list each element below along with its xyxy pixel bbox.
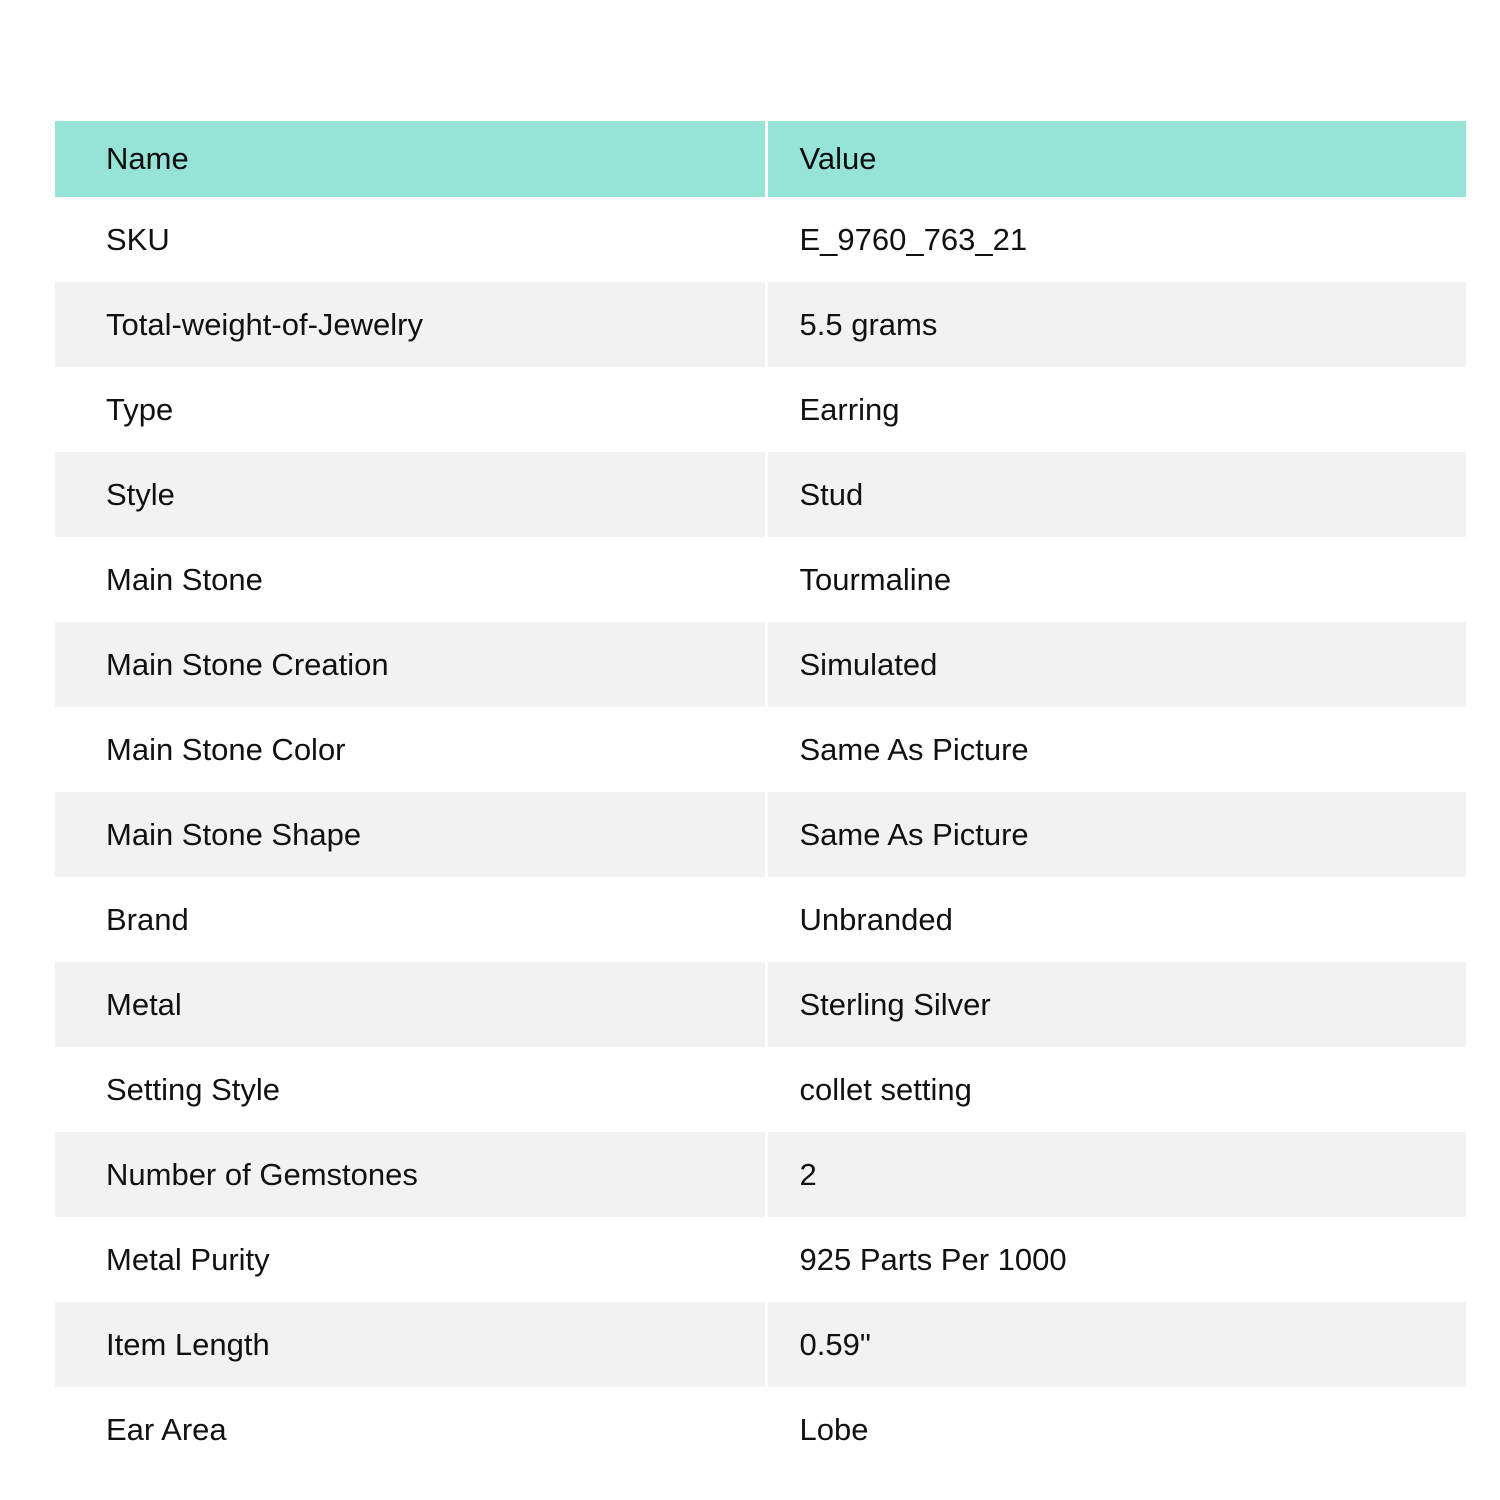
row-name-cell: Brand bbox=[55, 877, 766, 962]
table-row bbox=[55, 622, 1466, 707]
row-name-cell: Main Stone Shape bbox=[55, 792, 766, 877]
row-name-cell: Metal Purity bbox=[55, 1217, 766, 1302]
table-row bbox=[55, 197, 1466, 282]
row-name-cell: Number of Gemstones bbox=[55, 1132, 766, 1217]
row-value-cell: Same As Picture bbox=[766, 707, 1466, 792]
row-value-cell: Simulated bbox=[766, 622, 1466, 707]
row-value-cell: Tourmaline bbox=[766, 537, 1466, 622]
table-body bbox=[55, 197, 1466, 1472]
row-value-cell: Earring bbox=[766, 367, 1466, 452]
row-name-cell: Type bbox=[55, 367, 766, 452]
table-row bbox=[55, 1217, 1466, 1302]
table-header-row bbox=[55, 121, 1466, 197]
row-value-cell: Stud bbox=[766, 452, 1466, 537]
row-value-cell: 925 Parts Per 1000 bbox=[766, 1217, 1466, 1302]
row-name-cell: Setting Style bbox=[55, 1047, 766, 1132]
row-value-cell: E_9760_763_21 bbox=[766, 197, 1466, 282]
table-row bbox=[55, 792, 1466, 877]
table-row bbox=[55, 707, 1466, 792]
row-value-cell: 5.5 grams bbox=[766, 282, 1466, 367]
specifications-table bbox=[55, 121, 1466, 1472]
table-row bbox=[55, 877, 1466, 962]
row-value-cell: collet setting bbox=[766, 1047, 1466, 1132]
row-name-cell: Item Length bbox=[55, 1302, 766, 1387]
row-name-cell: Style bbox=[55, 452, 766, 537]
header-name: Name bbox=[55, 121, 766, 197]
header-value: Value bbox=[766, 121, 1466, 197]
row-value-cell: Unbranded bbox=[766, 877, 1466, 962]
row-value-cell: Lobe bbox=[766, 1387, 1466, 1472]
table-row bbox=[55, 962, 1466, 1047]
row-value-cell: Sterling Silver bbox=[766, 962, 1466, 1047]
table-row bbox=[55, 282, 1466, 367]
row-name-cell: Main Stone bbox=[55, 537, 766, 622]
table-row bbox=[55, 1132, 1466, 1217]
table-row bbox=[55, 537, 1466, 622]
table-row bbox=[55, 1047, 1466, 1132]
table-row bbox=[55, 452, 1466, 537]
row-name-cell: Metal bbox=[55, 962, 766, 1047]
table-row bbox=[55, 1387, 1466, 1472]
row-name-cell: Ear Area bbox=[55, 1387, 766, 1472]
row-value-cell: 2 bbox=[766, 1132, 1466, 1217]
row-name-cell: Main Stone Creation bbox=[55, 622, 766, 707]
table-row bbox=[55, 1302, 1466, 1387]
row-name-cell: SKU bbox=[55, 197, 766, 282]
row-value-cell: Same As Picture bbox=[766, 792, 1466, 877]
row-value-cell: 0.59" bbox=[766, 1302, 1466, 1387]
row-name-cell: Main Stone Color bbox=[55, 707, 766, 792]
table-row bbox=[55, 367, 1466, 452]
row-name-cell: Total-weight-of-Jewelry bbox=[55, 282, 766, 367]
